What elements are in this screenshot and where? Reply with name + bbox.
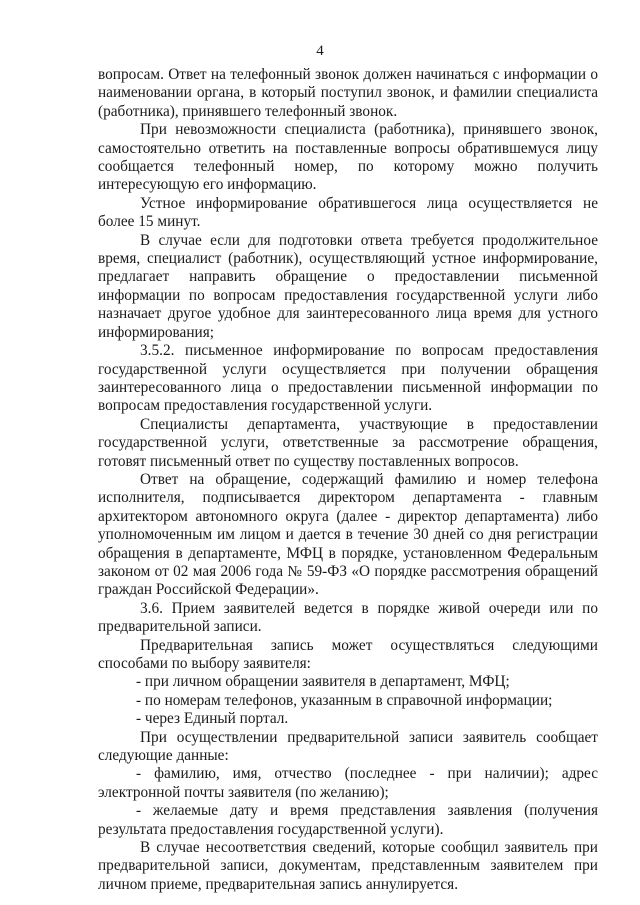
paragraph-written-informing: 3.5.2. письменное информирование по вопросам предоставления государственной услуги осуществляется при получении обращения заинтересованного лица о предоставлении письменной информации по вопросам предоставления государственной услуги.: [98, 342, 598, 415]
paragraph-appointment-methods: Предварительная запись может осуществляться следующими способами по выбору заявителя:: [98, 636, 598, 672]
paragraph-oral-duration: Устное информирование обратившегося лица осуществляется не более 15 минут.: [98, 194, 598, 231]
document-body: [98, 66, 598, 894]
list-item: - через Единый портал.: [136, 710, 289, 728]
paragraph-answer-signing: Ответ на обращение, содержащий фамилию и номер телефона исполнителя, подписывается директором департамента - главным архитектором автономного округа (далее - директор департамента) либо уполномоченным им лицом и дается в течение 30 дней со дня регистрации обращения в департаменте, МФЦ в порядке, установленном Федеральным законом от 02 мая 2006 года № 59-ФЗ «О порядке рассмотрения обращений граждан Российской Федерации».: [98, 470, 598, 599]
paragraph-phone-answer: вопросам. Ответ на телефонный звонок должен начинаться с информации о наименовании органа, в который поступил звонок, и фамилии специалиста (работника), принявшего телефонный звонок.: [98, 66, 598, 120]
page-number: 4: [316, 43, 324, 59]
list-item: - при личном обращении заявителя в департамент, МФЦ;: [136, 673, 510, 691]
list-item: - желаемые дату и время представления заявления (получения результата предоставления государственной услуги).: [98, 802, 598, 838]
paragraph-phone-redirect: При невозможности специалиста (работника), принявшего звонок, самостоятельно ответить на поставленные вопросы обратившемуся лицу сообщается телефонный номер, по которому можно получить интересующую его информацию.: [98, 121, 598, 194]
paragraph-long-answer: В случае если для подготовки ответа требуется продолжительное время, специалист (работник), осуществляющий устное информирование, предлагает направить обращение о предоставлении письменной информации по вопросам предоставления государственной услуги либо назначает другое удобное для заинтересованного лица время для устного информирования;: [98, 231, 598, 341]
paragraph-reception-order: 3.6. Прием заявителей ведется в порядке живой очереди или по предварительной записи.: [98, 599, 598, 636]
list-item: - по номерам телефонов, указанным в справочной информации;: [136, 691, 553, 709]
paragraph-appointment-cancel: В случае несоответствия сведений, которые сообщил заявитель при предварительной записи, документам, представленным заявителем при личном приеме, предварительная запись аннулируется.: [98, 839, 598, 893]
list-item: - фамилию, имя, отчество (последнее - при наличии); адрес электронной почты заявителя (по желанию);: [98, 765, 598, 801]
paragraph-specialists: Специалисты департамента, участвующие в предоставлении государственной услуги, ответственные за рассмотрение обращения, готовят письменный ответ по существу поставленных вопросов.: [98, 415, 598, 470]
paragraph-appointment-data: При осуществлении предварительной записи заявитель сообщает следующие данные:: [98, 728, 598, 765]
